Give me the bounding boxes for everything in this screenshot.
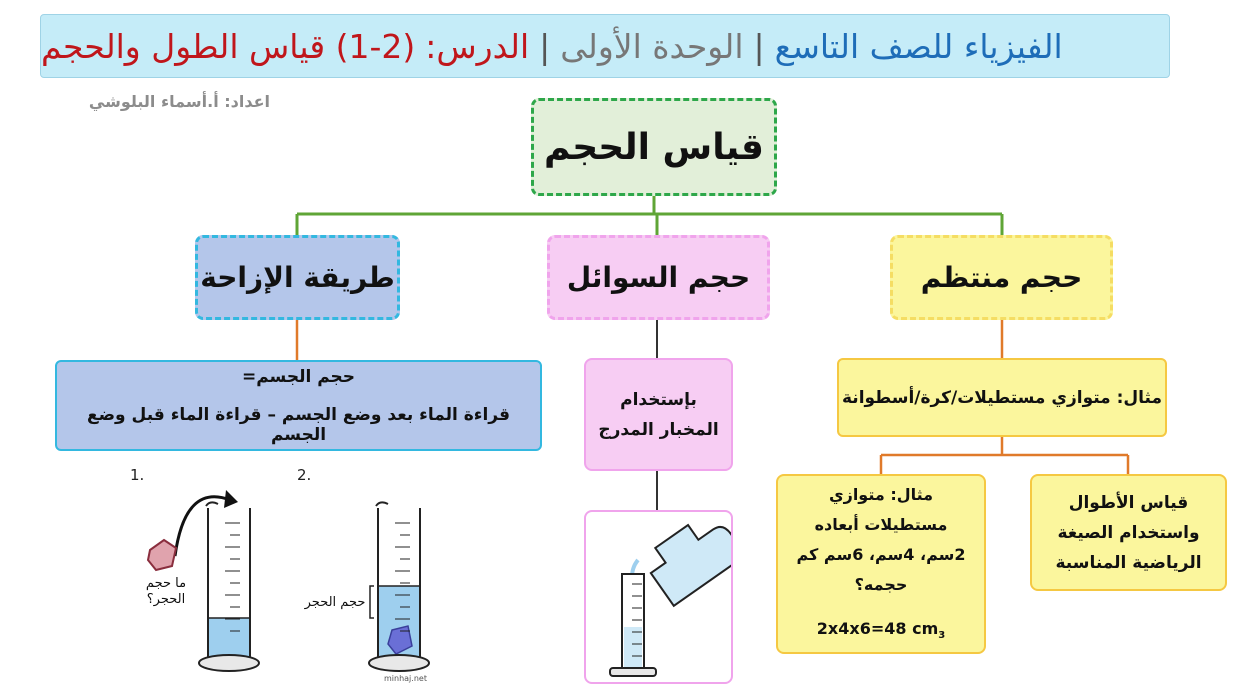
calc-result-value: 2x4x6=48 cm	[816, 619, 939, 639]
examples-text: مثال: متوازي مستطيلات/كرة/أسطوانة	[842, 387, 1163, 408]
length-formula-box	[1030, 474, 1227, 591]
length-line: الرياضية المناسبة	[1055, 552, 1202, 573]
stone-volume-label: حجم الحجر	[304, 595, 366, 610]
subject-title: الفيزياء للصف التاسع	[774, 26, 1063, 66]
calc-line: مستطيلات أبعاده	[814, 515, 948, 535]
title-separator: |	[753, 26, 765, 66]
calc-line: مثال: متوازي	[828, 485, 934, 505]
formula-line-1: حجم الجسم=	[241, 366, 356, 387]
calc-line: 2سم، 4سم، 6سم كم	[796, 545, 966, 565]
length-line: واستخدام الصيغة	[1057, 522, 1200, 543]
node-regular-volume	[890, 235, 1113, 320]
method-line-2: المخبار المدرج	[598, 419, 719, 440]
lesson-prefix: الدرس:	[425, 26, 530, 66]
flask-cylinder-drawing	[586, 512, 731, 682]
step-2-number: 2.	[297, 466, 312, 484]
calc-unit-power: 3	[938, 630, 946, 642]
formula-line-2: قراءة الماء بعد وضع الجسم – قراءة الماء قبل وضع الجسم	[87, 404, 510, 445]
step-1-number: 1.	[130, 466, 145, 484]
root-node-volume-measurement	[531, 98, 777, 196]
calc-result	[817, 614, 945, 651]
node-label: طريقة الإزاحة	[200, 261, 395, 294]
author-credit: اعداد: أ.أسماء البلوشي	[88, 92, 270, 111]
stone-question	[136, 576, 196, 608]
length-line: قياس الأطوال	[1068, 492, 1189, 513]
regular-shape-examples	[837, 358, 1167, 437]
source-watermark: minhaj.net	[384, 674, 427, 683]
cuboid-example-box	[776, 474, 986, 654]
calc-line: حجمه؟	[854, 575, 908, 595]
node-label: حجم السوائل	[566, 261, 751, 294]
method-line-1: بإستخدام	[620, 389, 697, 410]
lesson-title: (1-2) قياس الطول والحجم	[41, 26, 416, 66]
unit-title: الوحدة الأولى	[560, 26, 744, 66]
displacement-formula-box	[55, 360, 542, 451]
root-label: قياس الحجم	[544, 126, 764, 168]
question-line-2: الحجر؟	[146, 592, 186, 607]
node-label: حجم منتظم	[920, 261, 1083, 294]
title-separator: |	[539, 26, 551, 66]
question-line-1: ما حجم	[145, 576, 187, 591]
graduated-cylinder-box	[584, 358, 733, 471]
pouring-flask-illustration	[584, 510, 733, 684]
node-displacement-method	[195, 235, 400, 320]
node-liquid-volume	[547, 235, 770, 320]
